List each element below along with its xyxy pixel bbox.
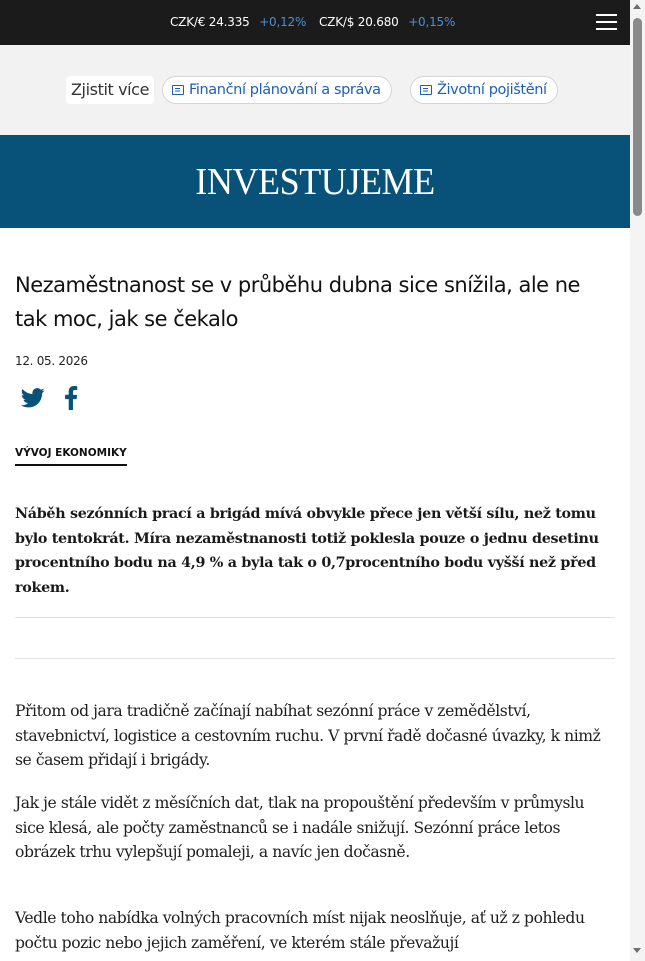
scroll-down-arrow-icon[interactable] [633, 948, 641, 953]
promo-link-label: Finanční plánování a správa [189, 82, 381, 98]
twitter-icon[interactable] [21, 387, 45, 409]
currency-eur-change: +0,12% [259, 15, 307, 29]
scrollbar-thumb[interactable] [633, 18, 642, 216]
article-lead: Náběh sezónních prací a brigád mívá obvykle přece jen větší sílu, než tomu bylo tentokrát. Míra nezaměstnanosti totiž poklesla pouze o jednu desetinu procentního bodu na 4,9 % a byla tak o 0,7procentního bodu vyšší než před rokem. [15, 506, 599, 596]
article-paragraph: Jak je stále vidět z měsíčních dat, tlak na propouštění především v průmyslu sice klesá, ale počty zaměstnanců se i nadále snižují. Sezónní práce letos obrázek trhu vylepšují pomaleji, a navíc jen dočasně. [15, 794, 585, 861]
brand-logo[interactable]: INVESTUJEME [195, 160, 435, 203]
currency-eur-pair: CZK/€ [170, 15, 206, 29]
article-date: 12. 05. 2026 [15, 354, 88, 368]
promo-link-label: Životní pojištění [437, 82, 547, 98]
article-paragraph: Vedle toho nabídka volných pracovních míst nijak neoslňuje, ať už z pohledu počtu pozic nebo jejich zaměření, ve kterém stále převažují [15, 909, 585, 952]
facebook-icon[interactable] [64, 386, 78, 410]
top-bar [0, 0, 630, 45]
article-paragraph: Přitom od jara tradičně začínají nabíhat sezónní práce v zemědělství, stavebnictví, logistice a cestovním ruchu. V první řadě dočasné úvazky, k nimž se časem přidají i brigády. [15, 702, 601, 769]
hamburger-menu-icon[interactable] [596, 13, 617, 31]
currency-usd-pair: CZK/$ [319, 15, 355, 29]
promo-bar [0, 45, 630, 135]
currency-eur-value: 24.335 [208, 15, 250, 29]
promo-link-financial-planning[interactable] [162, 76, 392, 104]
currency-eur [170, 15, 306, 29]
category-link[interactable]: VÝVOJ EKONOMIKY [15, 447, 127, 466]
article-title: Nezaměstnanost se v průběhu dubna sice snížila, ale ne tak moc, jak se čekalo [15, 273, 580, 331]
currency-usd [319, 15, 455, 29]
currency-usd-change: +0,15% [408, 15, 456, 29]
promo-label: Zjistit více [66, 76, 154, 104]
brand-banner [0, 135, 630, 228]
currency-usd-value: 20.680 [357, 15, 399, 29]
newspaper-icon [420, 85, 432, 95]
newspaper-icon [172, 85, 184, 95]
promo-link-life-insurance[interactable] [410, 76, 558, 104]
divider [15, 658, 615, 659]
scroll-up-arrow-icon[interactable] [633, 4, 641, 9]
divider [15, 617, 615, 618]
